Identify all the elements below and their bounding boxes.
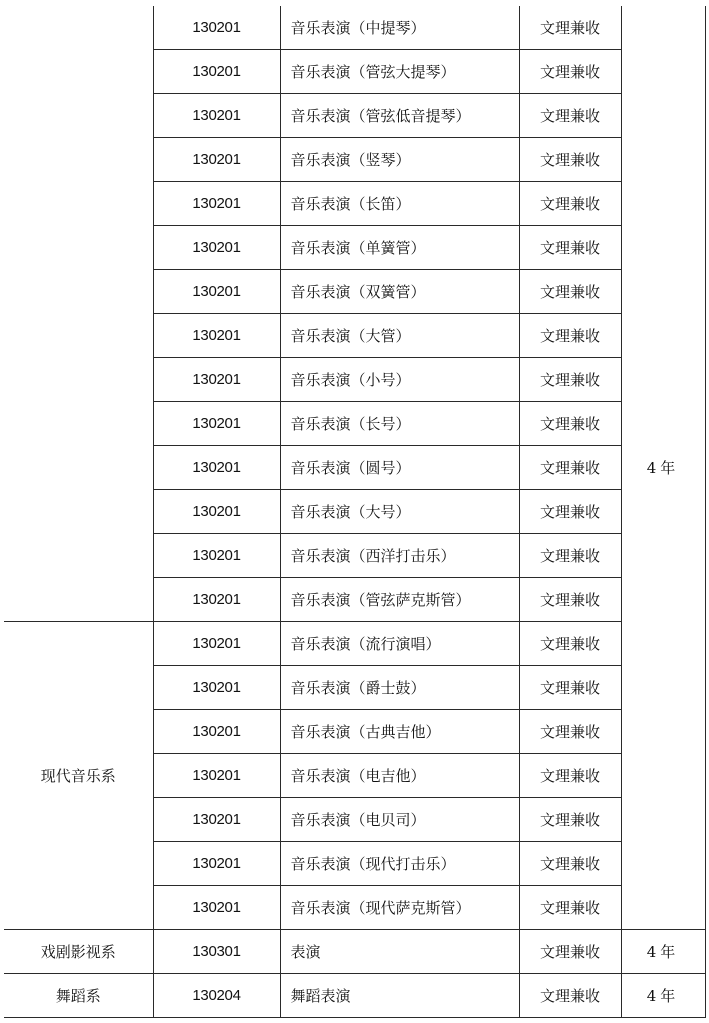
major-code: 130201 [153, 446, 280, 490]
major-name: 音乐表演（大管） [280, 314, 519, 358]
major-code: 130201 [153, 842, 280, 886]
table-row [4, 622, 705, 666]
subject-category: 文理兼收 [519, 974, 621, 1018]
major-code: 130201 [153, 226, 280, 270]
subject-category: 文理兼收 [519, 578, 621, 622]
subject-category: 文理兼收 [519, 798, 621, 842]
major-code: 130201 [153, 666, 280, 710]
subject-category: 文理兼收 [519, 622, 621, 666]
major-code: 130201 [153, 402, 280, 446]
table-row [4, 974, 705, 1018]
major-code: 130201 [153, 182, 280, 226]
major-code: 130201 [153, 94, 280, 138]
major-code: 130201 [153, 798, 280, 842]
major-name: 音乐表演（圆号） [280, 446, 519, 490]
major-name: 表演 [280, 930, 519, 974]
table-row [4, 6, 705, 50]
major-name: 音乐表演（古典吉他） [280, 710, 519, 754]
department-drama: 戏剧影视系 [4, 930, 153, 974]
subject-category: 文理兼收 [519, 490, 621, 534]
major-code: 130201 [153, 358, 280, 402]
major-name: 音乐表演（流行演唱） [280, 622, 519, 666]
major-name: 音乐表演（西洋打击乐） [280, 534, 519, 578]
major-code: 130201 [153, 50, 280, 94]
major-code: 130201 [153, 622, 280, 666]
major-code: 130201 [153, 578, 280, 622]
major-name: 音乐表演（竖琴） [280, 138, 519, 182]
subject-category: 文理兼收 [519, 534, 621, 578]
subject-category: 文理兼收 [519, 94, 621, 138]
study-duration: 4年 [621, 974, 705, 1018]
department-dance: 舞蹈系 [4, 974, 153, 1018]
department-cell-continued [4, 6, 153, 622]
major-code: 130201 [153, 314, 280, 358]
subject-category: 文理兼收 [519, 358, 621, 402]
major-name: 音乐表演（电贝司） [280, 798, 519, 842]
major-name: 音乐表演（大号） [280, 490, 519, 534]
subject-category: 文理兼收 [519, 930, 621, 974]
subject-category: 文理兼收 [519, 710, 621, 754]
major-name: 音乐表演（长号） [280, 402, 519, 446]
major-code: 130201 [153, 886, 280, 930]
enrollment-table [4, 6, 706, 1018]
major-name: 音乐表演（爵士鼓） [280, 666, 519, 710]
major-name: 舞蹈表演 [280, 974, 519, 1018]
major-name: 音乐表演（长笛） [280, 182, 519, 226]
major-name: 音乐表演（小号） [280, 358, 519, 402]
subject-category: 文理兼收 [519, 666, 621, 710]
table-row [4, 930, 705, 974]
subject-category: 文理兼收 [519, 226, 621, 270]
subject-category: 文理兼收 [519, 270, 621, 314]
subject-category: 文理兼收 [519, 402, 621, 446]
study-duration: 4年 [621, 6, 705, 930]
major-code: 130201 [153, 490, 280, 534]
major-code: 130204 [153, 974, 280, 1018]
subject-category: 文理兼收 [519, 446, 621, 490]
department-modern-music: 现代音乐系 [4, 622, 153, 930]
major-code: 130201 [153, 754, 280, 798]
major-name: 音乐表演（单簧管） [280, 226, 519, 270]
subject-category: 文理兼收 [519, 886, 621, 930]
major-name: 音乐表演（管弦萨克斯管） [280, 578, 519, 622]
major-name: 音乐表演（电吉他） [280, 754, 519, 798]
study-duration: 4年 [621, 930, 705, 974]
major-name: 音乐表演（现代打击乐） [280, 842, 519, 886]
major-name: 音乐表演（管弦大提琴） [280, 50, 519, 94]
major-code: 130201 [153, 138, 280, 182]
major-code: 130201 [153, 6, 280, 50]
subject-category: 文理兼收 [519, 754, 621, 798]
subject-category: 文理兼收 [519, 842, 621, 886]
subject-category: 文理兼收 [519, 314, 621, 358]
major-code: 130201 [153, 270, 280, 314]
major-name: 音乐表演（中提琴） [280, 6, 519, 50]
major-name: 音乐表演（现代萨克斯管） [280, 886, 519, 930]
major-code: 130201 [153, 534, 280, 578]
major-name: 音乐表演（管弦低音提琴） [280, 94, 519, 138]
major-code: 130201 [153, 710, 280, 754]
major-name: 音乐表演（双簧管） [280, 270, 519, 314]
subject-category: 文理兼收 [519, 182, 621, 226]
subject-category: 文理兼收 [519, 6, 621, 50]
subject-category: 文理兼收 [519, 138, 621, 182]
major-code: 130301 [153, 930, 280, 974]
subject-category: 文理兼收 [519, 50, 621, 94]
